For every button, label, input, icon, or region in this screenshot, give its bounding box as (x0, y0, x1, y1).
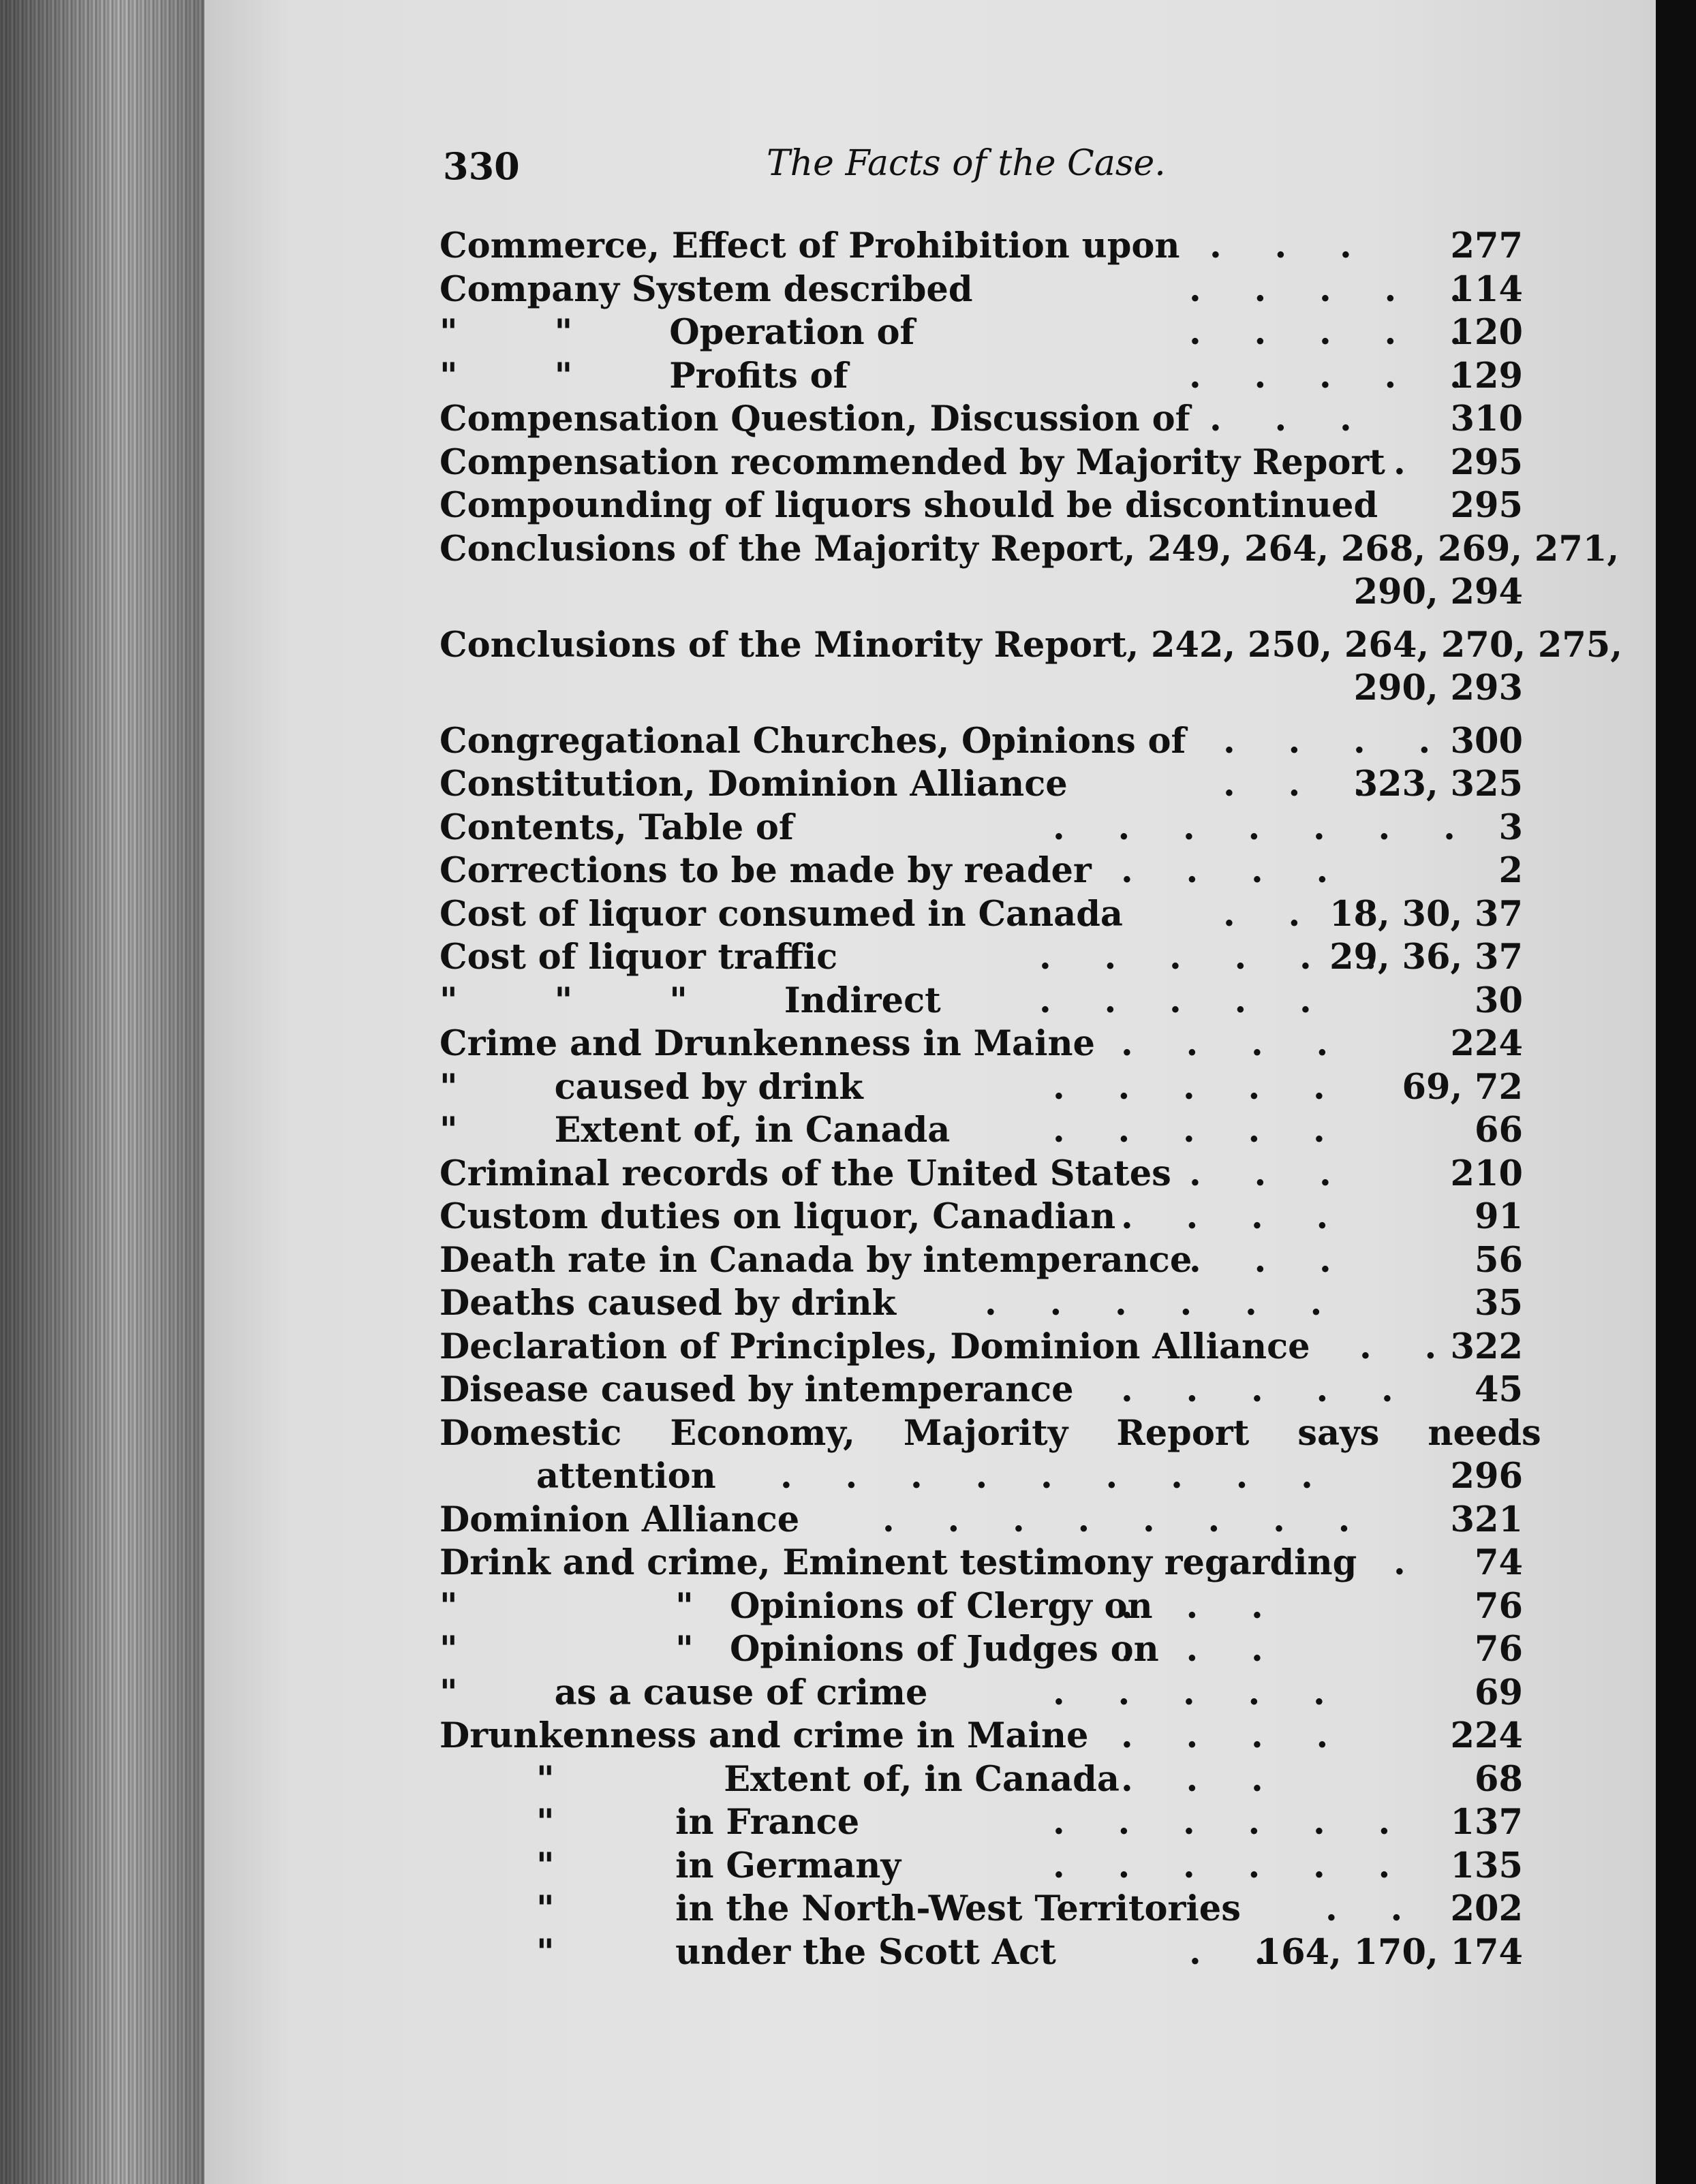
entry-page-numbers: 164, 170, 174 (1256, 1931, 1523, 1973)
entry-page-numbers: 114 (1450, 268, 1523, 310)
entry-text: Disease caused by intemperance (440, 1369, 1074, 1410)
entry-leader-dots: . . . (1189, 1239, 1331, 1281)
entry-page-numbers: 66 (1475, 1110, 1523, 1151)
entry-text: " in France (440, 1802, 860, 1843)
index-entry (440, 1196, 1523, 1239)
entry-leader-dots: . . . . . (1053, 1066, 1325, 1108)
index-page-content (440, 136, 1623, 1974)
entry-page-numbers: 300 (1450, 720, 1523, 762)
entry-page-numbers: 290, 293 (1353, 668, 1523, 708)
index-entry (440, 1585, 1523, 1629)
entry-page-numbers: 76 (1475, 1585, 1523, 1627)
entry-gap (440, 711, 1523, 720)
entry-leader-dots: . . . . (1121, 1196, 1329, 1237)
index-entry (440, 667, 1523, 711)
entry-leader-dots: . (1393, 1542, 1406, 1583)
entry-text: Drunkenness and crime in Maine (440, 1715, 1089, 1756)
index-entry (440, 1801, 1523, 1845)
entry-page-numbers: 224 (1450, 1023, 1523, 1064)
entry-leader-dots: . . . . . . . . (882, 1499, 1351, 1540)
index-entry (440, 1499, 1523, 1542)
index-entry (440, 1369, 1523, 1412)
entry-text: Compensation Question, Discussion of (440, 399, 1190, 439)
index-entry (440, 311, 1523, 355)
entry-text: Conclusions of the Minority Report, 242, 250, 264, 270, 275, (440, 624, 1623, 666)
entry-leader-dots: . . . . . (1121, 1369, 1393, 1410)
entry-leader-dots: . . . . . (1189, 355, 1462, 396)
entry-page-numbers: 74 (1475, 1542, 1523, 1583)
entry-leader-dots: . . (1325, 1888, 1403, 1929)
entry-page-numbers: 323, 325 (1353, 764, 1523, 805)
entry-page-numbers: 29, 36, 37 (1329, 937, 1523, 978)
index-entry (440, 849, 1523, 893)
entry-leader-dots: . . (1359, 1326, 1437, 1367)
entry-text: Commerce, Effect of Prohibition upon (440, 225, 1180, 266)
entry-page-numbers: 224 (1450, 1715, 1523, 1756)
entry-page-numbers: 310 (1450, 399, 1523, 439)
index-entry (440, 355, 1523, 399)
entry-page-numbers: 210 (1450, 1153, 1523, 1194)
entry-page-numbers: 69 (1475, 1672, 1523, 1713)
index-entry (440, 571, 1523, 614)
index-entry (440, 1023, 1523, 1066)
entry-text: Deaths caused by drink (440, 1283, 896, 1324)
entry-text: Dominion Alliance (440, 1499, 800, 1540)
index-entry (440, 441, 1523, 485)
entry-page-numbers: 2 (1498, 850, 1523, 891)
entry-text: " " Opinions of Clergy on (440, 1585, 1153, 1627)
entry-text: Custom duties on liquor, Canadian (440, 1196, 1116, 1237)
entry-leader-dots: . . . (1121, 1758, 1263, 1800)
entry-page-numbers: 30 (1475, 980, 1523, 1021)
entry-text: Cost of liquor consumed in Canada (440, 893, 1123, 935)
entry-leader-dots: . (1393, 441, 1406, 483)
index-entry (440, 268, 1523, 312)
entry-leader-dots: . . . (1121, 1585, 1263, 1627)
entry-leader-dots: . . . . . . (1053, 1802, 1391, 1843)
page-number: 330 (443, 144, 520, 188)
index-entry (440, 1282, 1523, 1326)
entry-text: " Extent of, in Canada (440, 1758, 1120, 1800)
index-entry (440, 1715, 1523, 1758)
entry-page-numbers: 202 (1450, 1888, 1523, 1929)
index-entry (440, 225, 1523, 268)
index-entry (440, 1931, 1523, 1975)
index-entry (440, 1109, 1523, 1153)
index-entry (440, 763, 1523, 807)
entry-leader-dots: . . . . (1223, 720, 1431, 762)
index-entry (440, 1239, 1523, 1283)
dark-border (1656, 0, 1696, 2184)
index-entry (440, 1066, 1523, 1110)
index-entry (440, 980, 1523, 1023)
entry-page-numbers: 137 (1450, 1802, 1523, 1843)
index-entry (440, 398, 1523, 441)
index-entry (440, 1153, 1523, 1196)
entry-text: Conclusions of the Majority Report, 249, 264, 268, 269, 271, (440, 528, 1620, 570)
entry-text: Contents, Table of (440, 807, 794, 848)
entry-leader-dots: . . . . . . . (1053, 807, 1455, 848)
entry-text: Congregational Churches, Opinions of (440, 720, 1186, 762)
entry-text: " as a cause of crime (440, 1672, 928, 1713)
entry-leader-dots: . . . . (1121, 1023, 1329, 1064)
entry-page-numbers: 296 (1450, 1456, 1523, 1497)
entry-text: " under the Scott Act (440, 1931, 1056, 1973)
entry-leader-dots: . . . . . (1189, 312, 1462, 353)
entry-leader-dots: . . . (1121, 1629, 1263, 1670)
entry-leader-dots: . . (1189, 1931, 1267, 1973)
entry-text: attention (440, 1456, 716, 1497)
entry-text: " Extent of, in Canada (440, 1110, 951, 1151)
entry-text: Death rate in Canada by intemperance (440, 1239, 1192, 1281)
index-entry (440, 1758, 1523, 1802)
page-edge-shadow (0, 0, 204, 2184)
entry-text: " in the North-West Territories (440, 1888, 1241, 1929)
entry-leader-dots: . . (1223, 893, 1301, 935)
entry-text: " " Operation of (440, 312, 915, 353)
entry-page-numbers: 91 (1475, 1196, 1523, 1237)
entry-page-numbers: 135 (1450, 1845, 1523, 1886)
entry-leader-dots: . . . (1209, 225, 1352, 266)
index-entry (440, 1412, 1541, 1456)
entry-page-numbers: 295 (1450, 441, 1523, 483)
entry-text: Corrections to be made by reader (440, 850, 1092, 891)
entry-page-numbers: 56 (1475, 1239, 1523, 1281)
page-header (440, 136, 1523, 198)
index-entry (440, 936, 1523, 980)
entry-leader-dots: . . . . . . . . . (780, 1456, 1313, 1497)
running-title: The Facts of the Case. (767, 143, 1166, 184)
entry-text: Crime and Drunkenness in Maine (440, 1023, 1095, 1064)
entry-leader-dots: . . . . . (1053, 1110, 1325, 1151)
entry-text: Company System described (440, 268, 973, 310)
entry-text: " " " Indirect (440, 980, 941, 1021)
entry-leader-dots: . . . (1223, 764, 1366, 805)
entry-page-numbers: 68 (1475, 1758, 1523, 1800)
index-entry (440, 528, 1620, 572)
entry-page-numbers: 69, 72 (1402, 1066, 1523, 1108)
entry-page-numbers: 322 (1450, 1326, 1523, 1367)
entry-text: Constitution, Dominion Alliance (440, 764, 1068, 805)
index-entry (440, 1628, 1523, 1672)
entry-leader-dots: . . . . . (1039, 980, 1312, 1021)
entry-page-numbers: 321 (1450, 1499, 1523, 1540)
entry-page-numbers: 3 (1498, 807, 1523, 848)
entry-text: Compounding of liquors should be discontinued (440, 485, 1378, 526)
index-entry (440, 893, 1523, 937)
entry-text: Criminal records of the United States (440, 1153, 1171, 1194)
entry-text: " in Germany (440, 1845, 901, 1886)
entry-text: " " Profits of (440, 355, 848, 396)
entry-page-numbers: 18, 30, 37 (1329, 893, 1523, 935)
index-entry (440, 807, 1523, 850)
entry-page-numbers: 45 (1475, 1369, 1523, 1410)
entry-text: Cost of liquor traffic (440, 937, 838, 978)
entry-text: Drink and crime, Eminent testimony regarding (440, 1542, 1357, 1583)
index-entry (440, 624, 1623, 668)
entry-leader-dots: . . . . . . (985, 1283, 1323, 1324)
entry-text: Declaration of Principles, Dominion Alliance (440, 1326, 1310, 1367)
entry-page-numbers: 35 (1475, 1283, 1523, 1324)
entry-page-numbers: 129 (1450, 355, 1523, 396)
entry-page-numbers: 120 (1450, 312, 1523, 353)
entry-text: " caused by drink (440, 1066, 863, 1108)
entry-leader-dots: . . . . . (1189, 268, 1462, 310)
index-entry (440, 720, 1523, 764)
entry-page-numbers: 290, 294 (1353, 572, 1523, 612)
entry-leader-dots: . . . . (1121, 1715, 1329, 1756)
entry-page-numbers: 295 (1450, 485, 1523, 526)
entry-page-numbers: 277 (1450, 225, 1523, 266)
entry-gap (440, 614, 1523, 624)
index-entry (440, 1845, 1523, 1888)
index-entry (440, 1455, 1523, 1499)
entry-text: " " Opinions of Judges on (440, 1629, 1159, 1670)
entry-leader-dots: . . . (1209, 399, 1352, 439)
entry-text: Domestic Economy, Majority Report says needs (440, 1412, 1541, 1454)
index-entry (440, 484, 1523, 528)
entry-page-numbers: 76 (1475, 1629, 1523, 1670)
index-entries (440, 225, 1623, 1974)
entry-leader-dots: . . . . . . (1039, 937, 1377, 978)
entry-leader-dots: . . . . . (1053, 1672, 1325, 1713)
entry-leader-dots: . . . . . . (1053, 1845, 1391, 1886)
index-entry (440, 1542, 1523, 1585)
entry-text: Compensation recommended by Majority Report (440, 441, 1385, 483)
entry-leader-dots: . . . . (1121, 850, 1329, 891)
index-entry (440, 1888, 1523, 1931)
index-entry (440, 1326, 1523, 1369)
entry-leader-dots: . . . (1189, 1153, 1331, 1194)
index-entry (440, 1672, 1523, 1715)
